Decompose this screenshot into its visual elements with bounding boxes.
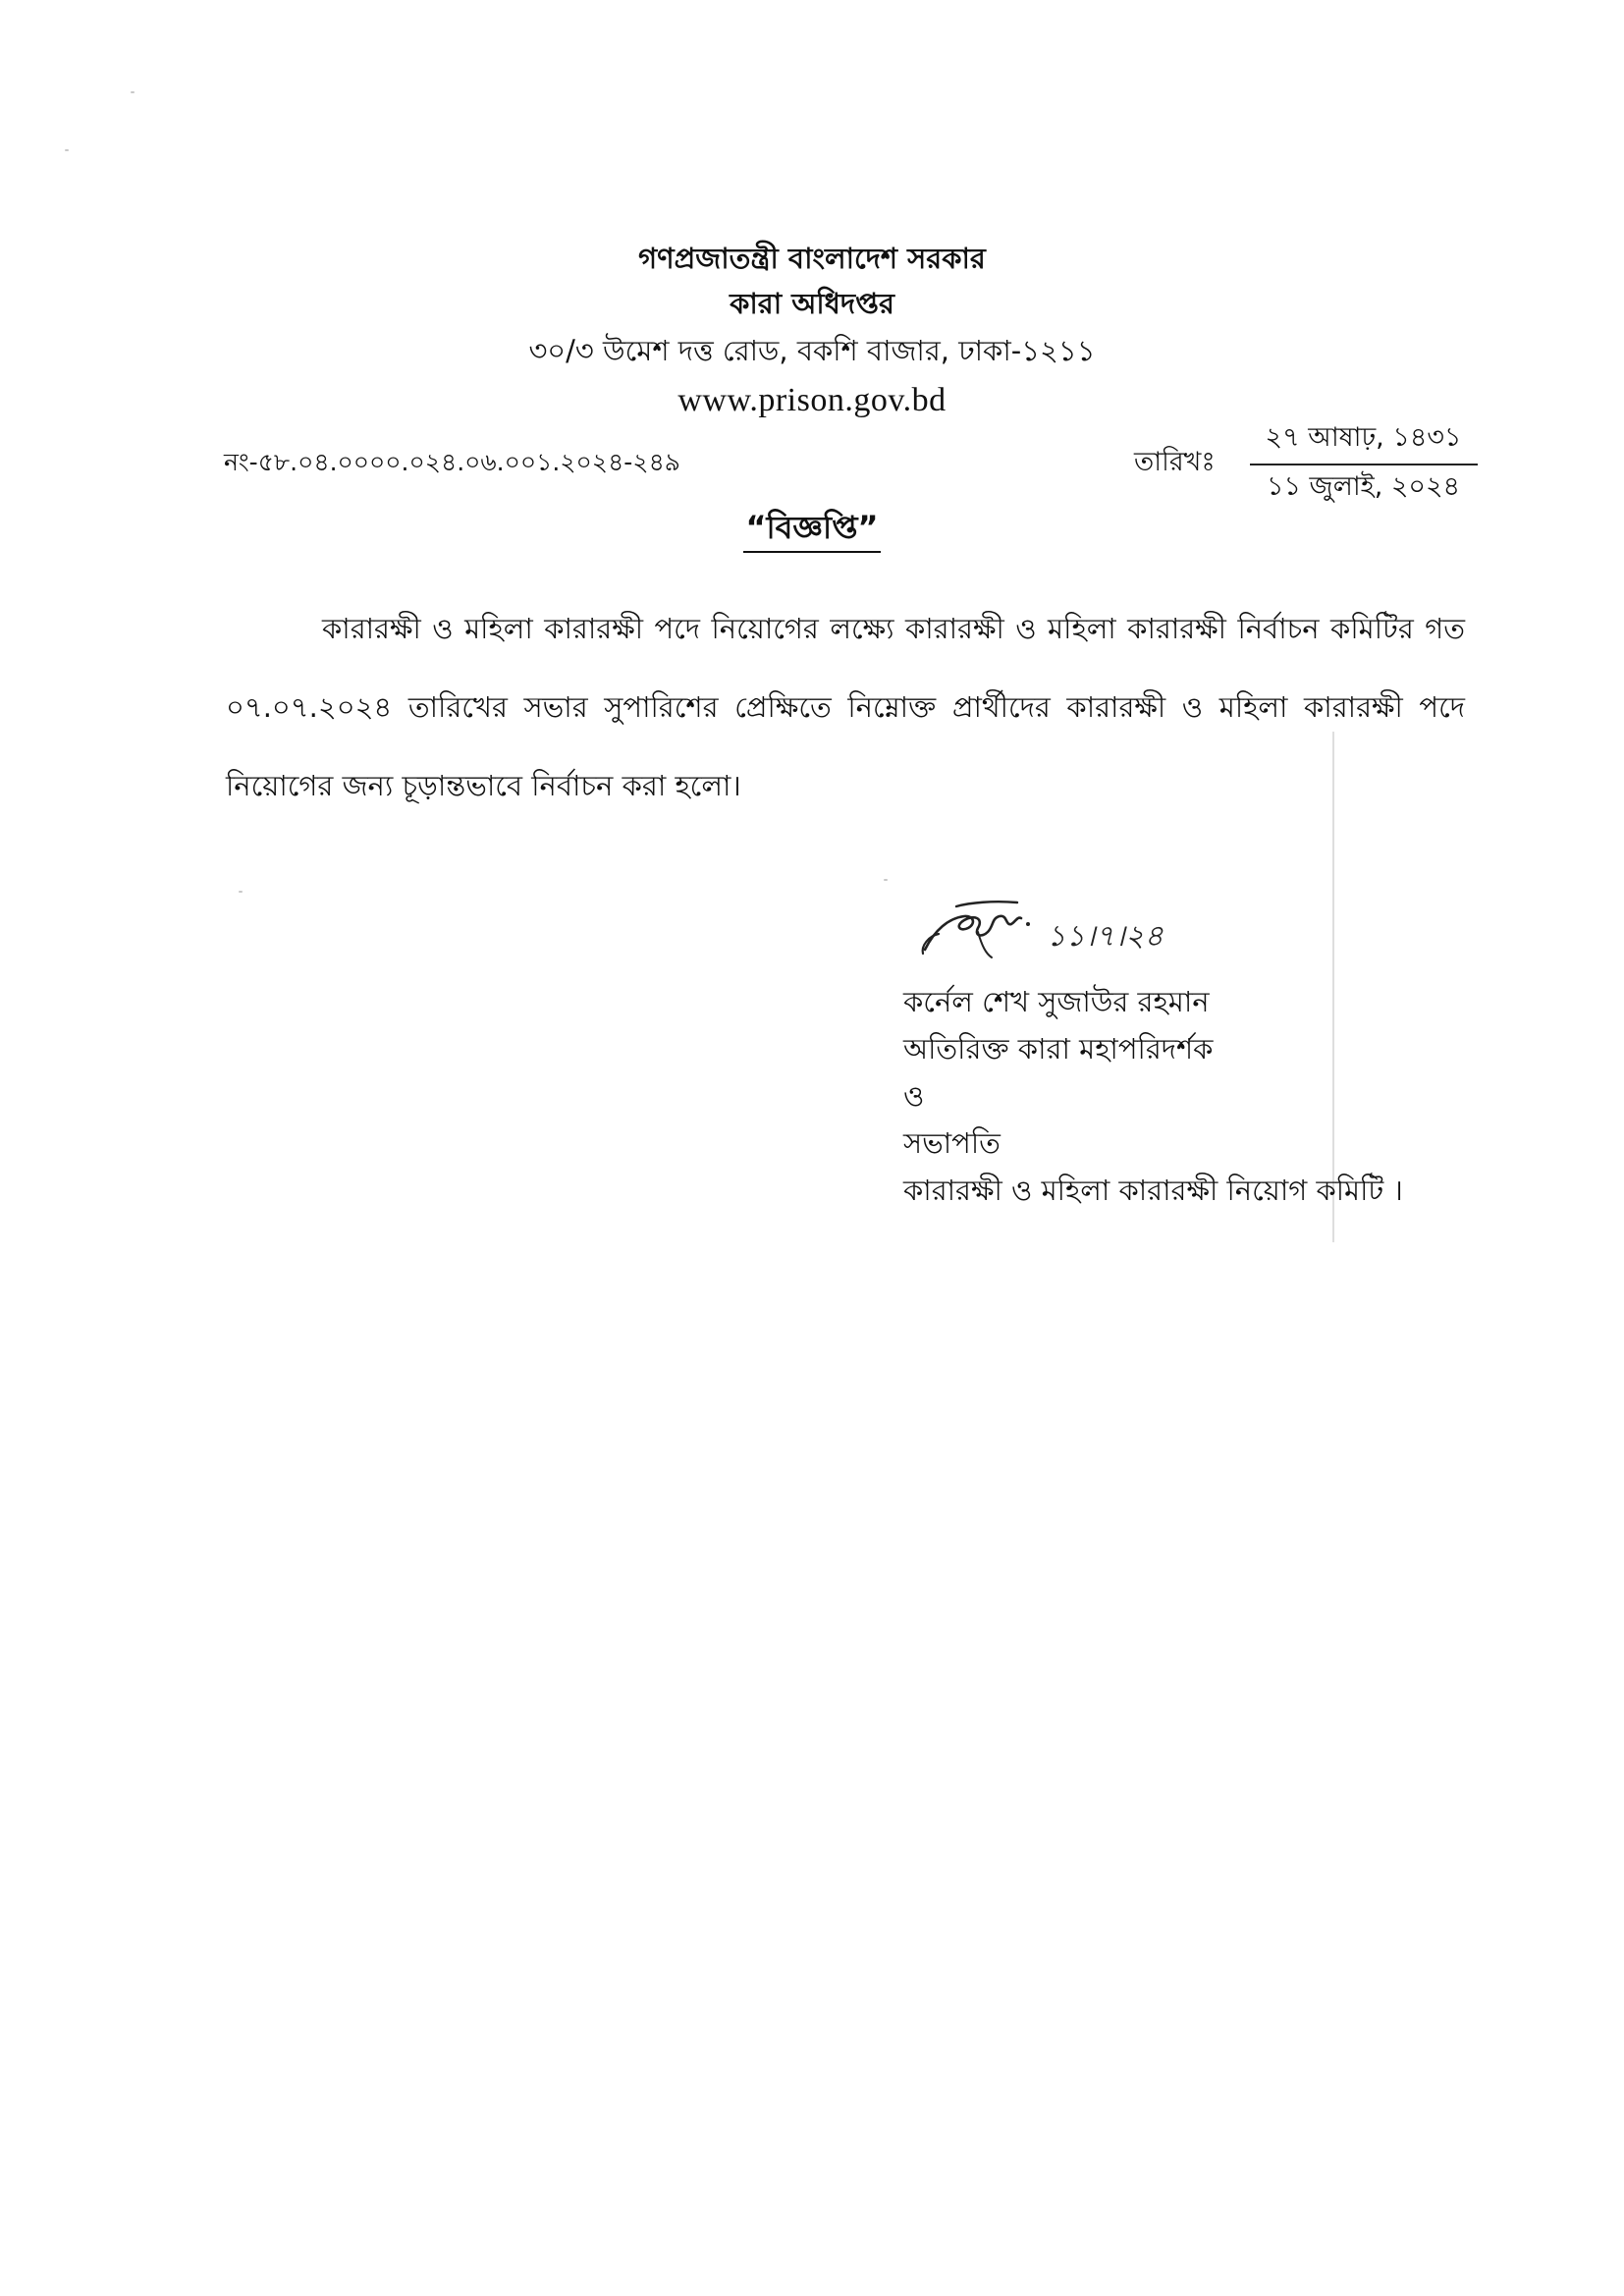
scan-speck (131, 91, 135, 93)
handwritten-signature (913, 889, 1208, 972)
department-name: কারা অধিদপ্তর (730, 287, 894, 320)
memo-number: নং-৫৮.০৪.০০০০.০২৪.০৬.০০১.২০২৪-২৪৯ (224, 448, 681, 476)
scan-speck (884, 879, 888, 881)
signatory-role: সভাপতি (903, 1126, 1001, 1160)
date-divider (1250, 464, 1478, 465)
signatory-committee: কারারক্ষী ও মহিলা কারারক্ষী নিয়োগ কমিটি । (903, 1174, 1403, 1207)
letterhead (0, 236, 1624, 426)
date-label: তারিখঃ (1134, 447, 1216, 477)
notice-body: কারারক্ষী ও মহিলা কারারক্ষী পদে নিয়োগের লক্ষ্যে কারারক্ষী ও মহিলা কারারক্ষী নির্বাচন কমিটির গত ০৭.০৭.২০২৪ তারিখের সভার সুপারিশের প্রেক্ষিতে নিম্নোক্ত প্রার্থীদের কারারক্ষী ও মহিলা কারারক্ষী পদে নিয়োগের জন্য চূড়ান্তভাবে নির্বাচন করা হলো। (226, 612, 1465, 802)
signature-date: ১১।৭।২৪ (1047, 919, 1164, 954)
notice-title (0, 506, 1624, 553)
signature-area (913, 889, 1208, 972)
signatory-designation: অতিরিক্ত কারা মহাপরিদর্শক (903, 1032, 1214, 1066)
government-name: গণপ্রজাতন্ত্রী বাংলাদেশ সরকার (638, 242, 986, 275)
website-url: www.prison.gov.bd (677, 382, 947, 418)
scan-speck (239, 891, 243, 893)
signatory-conjunction: ও (903, 1079, 925, 1113)
signatory-block (903, 978, 1512, 1214)
date-block (1134, 420, 1492, 509)
office-address: ৩০/৩ উমেশ দত্ত রোড, বকশি বাজার, ঢাকা-১২১১ (528, 334, 1096, 367)
notice-title-text: “বিজ্ঞপ্তি” (743, 506, 880, 553)
signatory-name: কর্নেল শেখ সুজাউর রহমান (903, 985, 1210, 1018)
date-gregorian-calendar: ১১ জুলাই, ২০২৪ (1266, 471, 1461, 502)
scan-speck (65, 149, 69, 151)
date-bangla-calendar: ২৭ আষাঢ়, ১৪৩১ (1265, 422, 1462, 453)
